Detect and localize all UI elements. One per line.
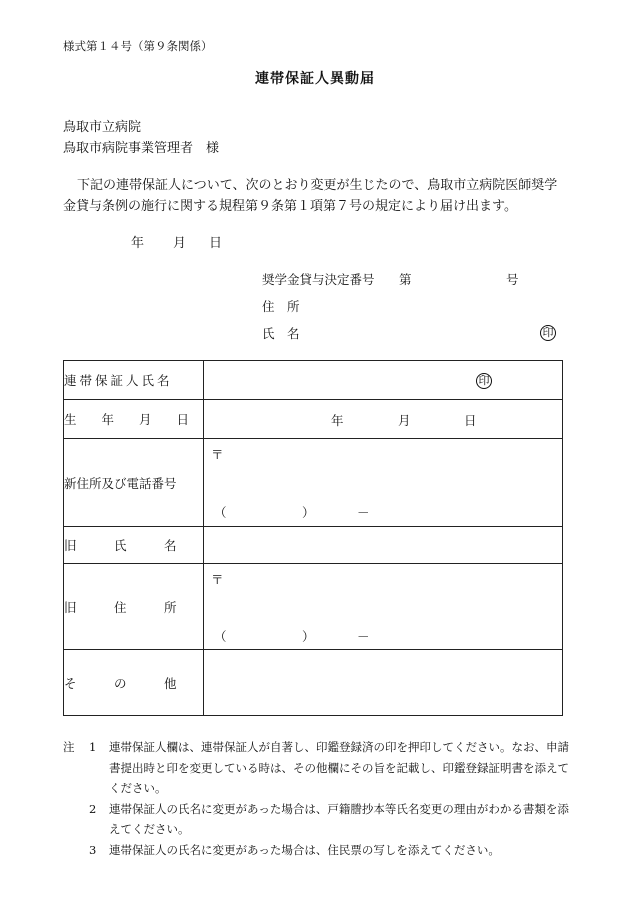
guarantor-seal-mark: 印 — [476, 373, 492, 389]
old-name-label-text: 旧 氏 名 — [64, 538, 177, 553]
old-name-label — [64, 527, 204, 564]
decision-number-label: 奨学金貸与決定番号 — [262, 272, 375, 287]
applicant-name-label: 氏 名 — [262, 326, 300, 341]
old-address-label-text: 旧 住 所 — [64, 599, 177, 615]
other-label — [64, 650, 204, 716]
new-address-field[interactable] — [204, 439, 563, 527]
new-address-label-text: 新住所及び電話番号 — [64, 475, 177, 491]
birth-date-label — [64, 400, 204, 439]
postal-mark: 〒 — [211, 572, 224, 587]
addressee-hospital: 鳥取市立病院 — [63, 120, 142, 135]
postal-mark: 〒 — [211, 447, 224, 462]
note-text: 連帯保証人の氏名に変更があった場合は、戸籍謄抄本等氏名変更の理由がわかる書類を添えてください。 — [109, 801, 569, 836]
birth-month-label: 月 — [398, 413, 411, 428]
note-item — [63, 799, 573, 840]
new-address-label — [64, 439, 204, 527]
date-day-label: 日 — [209, 236, 223, 251]
table-row — [64, 564, 563, 650]
form-number: 様式第１４号（第９条関係） — [63, 39, 213, 53]
note-item — [63, 840, 573, 861]
note-text: 連帯保証人の氏名に変更があった場合は、住民票の写しを添えてください。 — [109, 842, 500, 857]
notes-section — [63, 737, 573, 860]
notes-lead: 注 — [63, 740, 75, 754]
birth-date-label-text: 生 年 月 日 — [64, 412, 190, 427]
body-text-line2: 金貸与条例の施行に関する規程第９条第１項第７号の規定により届け出ます。 — [63, 199, 517, 214]
guarantor-name-label-text: 連帯保証人氏名 — [64, 373, 173, 388]
phone-paren-close: ） — [302, 629, 315, 644]
decision-number-dai: 第 — [399, 272, 412, 287]
other-label-text: そ の 他 — [64, 675, 177, 691]
old-address-field[interactable] — [204, 564, 563, 650]
other-field[interactable] — [204, 650, 563, 716]
guarantor-form-table — [63, 360, 563, 716]
note-number: 1 — [89, 740, 97, 754]
guarantor-name-label — [64, 361, 204, 400]
table-row — [64, 361, 563, 400]
table-row — [64, 650, 563, 716]
addressee-manager: 鳥取市病院事業管理者 様 — [63, 141, 220, 156]
note-item — [63, 737, 573, 799]
phone-paren-open: （ — [214, 505, 227, 520]
table-row — [64, 439, 563, 527]
phone-paren-open: （ — [214, 629, 227, 644]
date-month-label: 月 — [173, 236, 187, 251]
applicant-seal-mark: 印 — [540, 325, 556, 341]
note-number: 3 — [89, 842, 97, 857]
body-text-line1: 下記の連帯保証人について、次のとおり変更が生じたので、鳥取市立病院医師奨学 — [77, 178, 558, 193]
birth-day-label: 日 — [464, 413, 477, 428]
birth-date-field[interactable] — [204, 400, 563, 439]
phone-dash: － — [357, 629, 370, 644]
table-row — [64, 400, 563, 439]
note-text: 連帯保証人欄は、連帯保証人が自著し、印鑑登録済の印を押印してください。なお、申請書提出時と印を変更している時は、その他欄にその旨を記載し、印鑑登録証明書を添えてください。 — [109, 740, 569, 795]
old-name-field[interactable] — [204, 527, 563, 564]
old-address-label — [64, 564, 204, 650]
guarantor-name-field[interactable] — [204, 361, 563, 400]
date-year-label: 年 — [131, 236, 145, 251]
phone-dash: － — [357, 505, 370, 520]
table-row — [64, 527, 563, 564]
phone-paren-close: ） — [302, 505, 315, 520]
document-title: 連帯保証人異動届 — [255, 71, 375, 87]
applicant-address-label: 住 所 — [262, 299, 300, 314]
birth-year-label: 年 — [331, 413, 344, 428]
note-number: 2 — [89, 801, 97, 816]
decision-number-go: 号 — [506, 272, 519, 287]
